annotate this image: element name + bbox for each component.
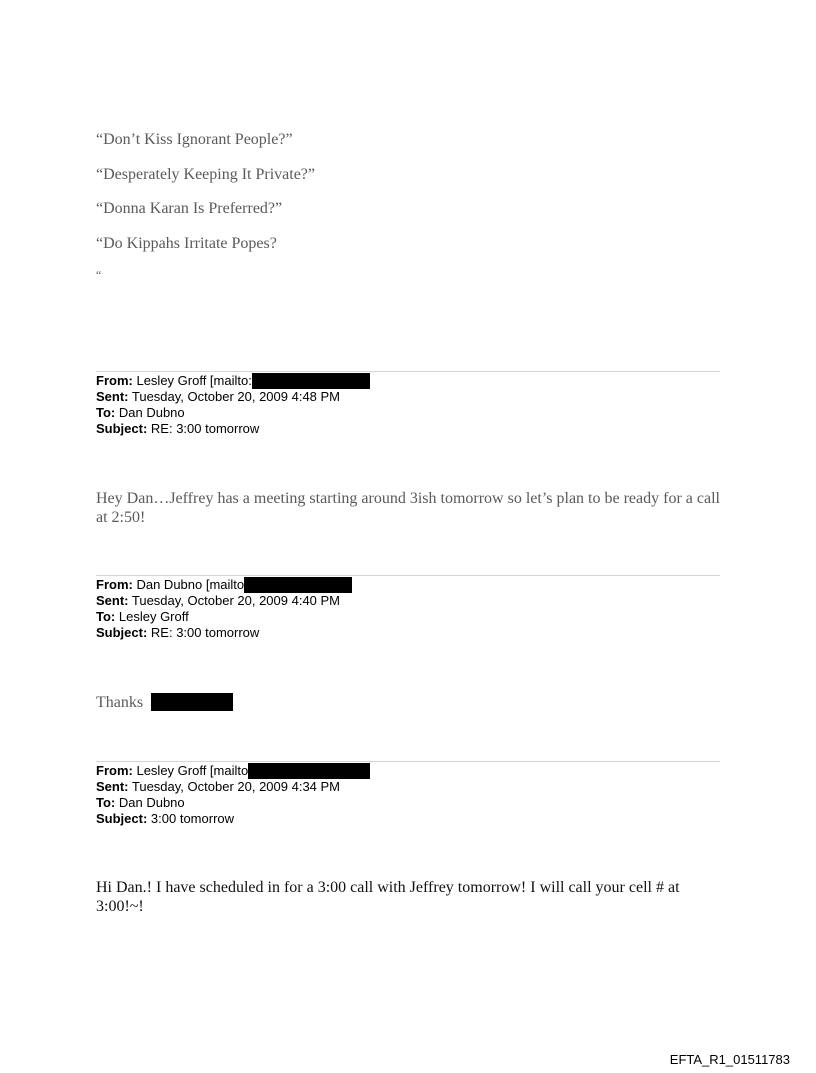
email-body-text: Thanks xyxy=(96,694,144,711)
to-value: Lesley Groff xyxy=(118,609,189,624)
subject-value: 3:00 tomorrow xyxy=(150,811,235,826)
email-header xyxy=(96,763,370,827)
header-divider xyxy=(96,575,720,576)
quote-line: “Desperately Keeping It Private?” xyxy=(96,166,316,183)
to-value: Dan Dubno xyxy=(118,405,185,420)
from-value: Dan Dubno [mailto xyxy=(136,577,245,592)
from-value: Lesley Groff [mailto xyxy=(136,763,249,778)
document-id: EFTA_R1_01511783 xyxy=(669,1052,790,1067)
email-header xyxy=(96,373,370,437)
header-divider xyxy=(96,371,720,372)
sent-label: Sent: xyxy=(96,389,129,404)
from-label: From: xyxy=(96,763,133,778)
sent-label: Sent: xyxy=(96,593,129,608)
header-divider xyxy=(96,761,720,762)
subject-label: Subject: xyxy=(96,625,148,640)
quote-line: “Don’t Kiss Ignorant People?” xyxy=(96,131,293,148)
quote-line: “Do Kippahs Irritate Popes? xyxy=(96,235,277,252)
quote-line: “Donna Karan Is Preferred?” xyxy=(96,200,283,217)
subject-label: Subject: xyxy=(96,811,148,826)
from-label: From: xyxy=(96,373,133,388)
redaction-box xyxy=(151,693,233,711)
redaction-box xyxy=(248,763,370,779)
to-label: To: xyxy=(96,609,116,624)
sent-value: Tuesday, October 20, 2009 4:48 PM xyxy=(131,389,341,404)
redaction-box xyxy=(244,577,352,593)
redaction-box xyxy=(252,373,370,389)
from-value: Lesley Groff [mailto: xyxy=(136,373,252,388)
email-body: Hi Dan.! I have scheduled in for a 3:00 call with Jeffrey tomorrow! I will call your cell # at 3:00!~! xyxy=(96,879,680,915)
email-body xyxy=(96,693,726,712)
to-value: Dan Dubno xyxy=(118,795,185,810)
quote-line: “ xyxy=(96,268,102,282)
to-label: To: xyxy=(96,405,116,420)
subject-value: RE: 3:00 tomorrow xyxy=(150,421,260,436)
sent-label: Sent: xyxy=(96,779,129,794)
subject-value: RE: 3:00 tomorrow xyxy=(150,625,260,640)
subject-label: Subject: xyxy=(96,421,148,436)
sent-value: Tuesday, October 20, 2009 4:34 PM xyxy=(131,779,341,794)
sent-value: Tuesday, October 20, 2009 4:40 PM xyxy=(131,593,341,608)
from-label: From: xyxy=(96,577,133,592)
to-label: To: xyxy=(96,795,116,810)
email-body: Hey Dan…Jeffrey has a meeting starting around 3ish tomorrow so let’s plan to be ready for a call at 2:50! xyxy=(96,490,720,526)
email-header xyxy=(96,577,352,641)
